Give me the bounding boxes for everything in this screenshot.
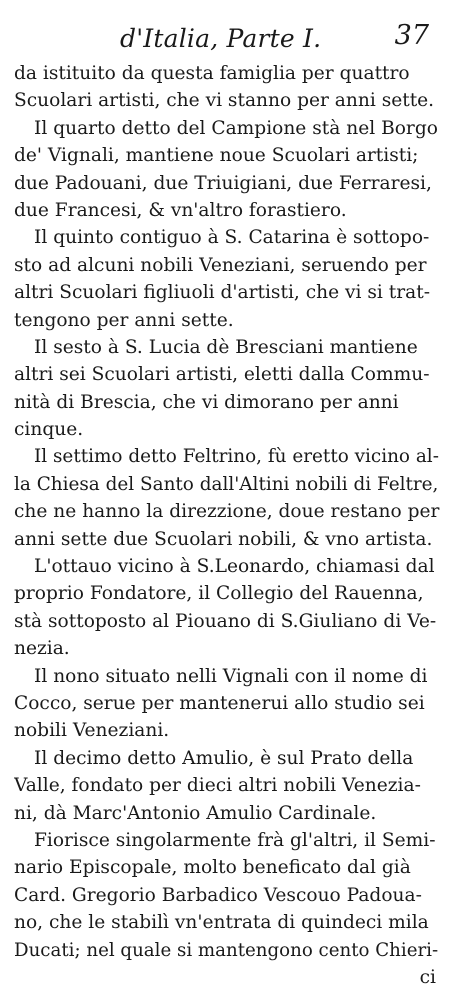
page-number: 37 [394, 20, 429, 51]
text-line: Fiorisce singolarmente frà gl'altri, il Semi- [34, 829, 436, 851]
text-line: la Chiesa del Santo dall'Altini nobili di Feltre, [14, 473, 439, 495]
running-title: d'Italia, Parte I. [120, 24, 322, 53]
catchword: ci [419, 966, 436, 988]
text-line: altri sei Scuolari artisti, eletti dalla Commu- [14, 364, 430, 386]
text-line: cinque. [14, 419, 84, 441]
text-line: Cocco, serue per mantenerui allo studio sei [14, 692, 425, 714]
text-line: nario Episcopale, molto beneficato dal già [14, 857, 411, 879]
text-line: Card. Gregorio Barbadico Vescouo Padoua- [14, 884, 422, 906]
text-line: tengono per anni sette. [14, 309, 234, 331]
text-line: nezia. [14, 638, 70, 660]
text-line: ni, dà Marc'Antonio Amulio Cardinale. [14, 802, 377, 824]
text-line: Valle, fondato per dieci altri nobili Venezia- [14, 775, 421, 797]
text-line: da istituito da questa famiglia per quattro [14, 63, 410, 84]
text-line: nobili Veneziani. [14, 720, 170, 742]
text-line: L'ottauo vicino à S.Leonardo, chiamasi dal [34, 556, 435, 578]
text-line: de' Vignali, mantiene noue Scuolari artisti; [14, 145, 419, 167]
body-text [14, 60, 442, 991]
text-line: Il decimo detto Amulio, è sul Prato della [34, 747, 414, 769]
text-line: Il quarto detto del Campione stà nel Borgo [34, 117, 438, 139]
text-line: che ne hanno la direzzione, doue restano per [14, 501, 440, 523]
text-line: due Padouani, due Triuigiani, due Ferraresi, [14, 172, 432, 194]
text-line: Il sesto à S. Lucia dè Bresciani mantiene [34, 336, 418, 358]
text-line: stà sottoposto al Piouano di S.Giuliano di Ve- [14, 610, 437, 632]
text-line: anni sette due Scuolari nobili, & vno artista. [14, 528, 433, 550]
text-line: sto ad alcuni nobili Veneziani, seruendo per [14, 254, 427, 276]
text-line: Ducati; nel quale si mantengono cento Chieri- [14, 939, 439, 961]
text-line: altri Scuolari figliuoli d'artisti, che vi si trat- [14, 282, 430, 304]
text-line: Il nono situato nelli Vignali con il nome di [34, 665, 428, 687]
text-line: Scuolari artisti, che vi stanno per anni sette. [14, 90, 435, 112]
text-line: proprio Fondatore, il Collegio del Rauenna, [14, 583, 424, 605]
text-line: due Francesi, & vn'altro forastiero. [14, 199, 347, 221]
text-line: no, che le stabilì vn'entrata di quindeci mila [14, 912, 429, 934]
text-line: Il quinto contiguo à S. Catarina è sottopo- [34, 227, 430, 249]
text-line: Il settimo detto Feltrino, fù eretto vicino al- [34, 446, 439, 468]
text-line: nità di Brescia, che vi dimorano per anni [14, 391, 399, 413]
running-header [0, 20, 451, 56]
